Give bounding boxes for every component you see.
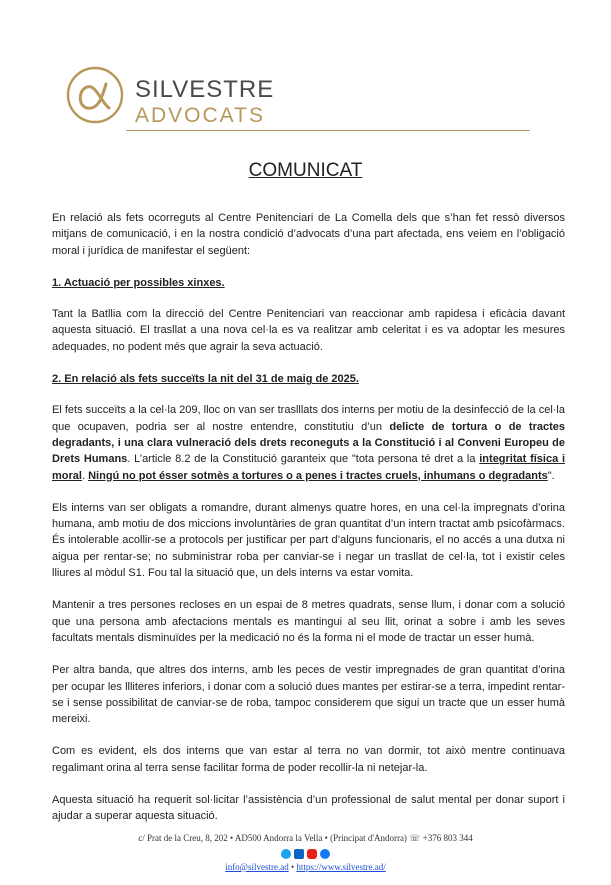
text-run: El fets succeïts a la cel·la 209, lloc on van ser traslllats dos interns per motiu de la desinfecció de la cel·la que ocupaven, podria ser al nostre entendre, constitutiu d’un [52,404,565,433]
header-divider [126,130,530,131]
bold-underlined-text-run: integritat física i moral [52,453,566,482]
alpha-monogram-icon [65,64,125,126]
footer-address: c/ Prat de la Creu, 8, 202 • AD500 Andorra la Vella • (Principat d'Andorra) ☏ +376 803 344 [138,833,473,843]
social-links [0,849,611,859]
section-1-heading: 1. Actuació per possibles xinxes. [52,276,225,289]
footer-links [0,862,611,872]
facebook-icon[interactable] [320,849,330,859]
section-1-paragraph: Tant la Batllia com la direcció del Centre Penitenciari van reaccionar amb rapidesa i eficàcia davant aquesta situació. El trasllat a una nova cel·la es va realitzar amb celeritat i es va adoptar les mesures adequades, no podent més que agrair la seva actuació. [52,308,565,353]
section-2-paragraph-4: Per altra banda, que altres dos interns, amb les peces de vestir impregnades de gran quantitat d’orina per ocupar les llliteres inferiors, i donar com a solució dues mantes per estirar-se a terra, impedint rentar-se i sense possibilitat de canviar-se de roba, tampoc considerem que sigui un tracte que un esser humà mereixi. [52,664,565,726]
text-run: ". [547,469,555,482]
section-2-paragraph-6: Aquesta situació ha requerit sol·licitar l’assistència d’un professional de salut mental per donar suport i ajudar a superar aquesta situació. [52,794,565,823]
intro-paragraph: En relació als fets ocorreguts al Centre Penitenciari de La Comella dels que s’han fet ressò diversos mitjans de comunicació, i en la nostra condició d’advocats d’una part afectada, ens veiem en l’obligació moral i jurídica de manifestar el següent: [52,212,565,257]
logo-subtitle: ADVOCATS [135,104,265,127]
email-link[interactable]: info@silvestre.ad [225,862,289,872]
website-link[interactable]: https://www.silvestre.ad/ [296,862,386,872]
section-2-paragraph-3: Mantenir a tres persones recloses en un espai de 8 metres quadrats, sense llum, i donar com a solució que una persona amb afectacions mentals es mantingui al seu llit, orinat a sobre i amb les seves facultats mentals disminuïdes per la medicació no és la forma ni el mode de tractar un esser humà. [52,599,565,644]
text-run: . [81,469,89,482]
section-2-paragraph-1 [52,402,565,483]
document-title: COMUNICAT [248,160,363,181]
firm-logo [65,64,285,132]
section-2-paragraph-5: Com es evident, els dos interns que van estar al terra no van dormir, tot això mentre continuava regalimant orina al terra sense facilitar forma de poder recollir-la ni netejar-la. [52,745,565,774]
footer [0,833,611,872]
text-run: . L’article 8.2 de la Constitució garanteix que "tota persona té dret a la [127,453,480,466]
bold-text-run: delicte de tortura o de tractes degradants, i una clara vulneració dels drets reconeguts a la Constitució i al Conveni Europeu de Drets Humans [52,420,566,466]
section-2-heading: 2. En relació als fets succeïts la nit del 31 de maig de 2025. [52,373,359,386]
logo-name: SILVESTRE [135,76,275,103]
bold-underlined-text-run: Ningú no pot ésser sotmès a tortures o a penes i tractes cruels, inhumans o degradants [88,469,548,482]
document-body [52,210,565,841]
youtube-icon[interactable] [307,849,317,859]
linkedin-icon[interactable] [294,849,304,859]
twitter-icon[interactable] [281,849,291,859]
footer-separator: • [288,862,297,872]
section-2-paragraph-2: Els interns van ser obligats a romandre, durant almenys quatre hores, en una cel·la impregnats d’orina humana, amb motiu de dos miccions involuntàries de gran quantitat d’un intern tractat amb psicofàrmacs. És intolerable acollir-se a protocols per justificar per part d’alguns funcionaris, el no accés a una dutxa ni aigua per rentar-se; no subministrar roba per canviar-se i negar un trasllat de cel·la, tot i existir celes lliures al mòdul S1. Fou tal la situació que, un dels interns va estar vomita. [52,501,565,580]
